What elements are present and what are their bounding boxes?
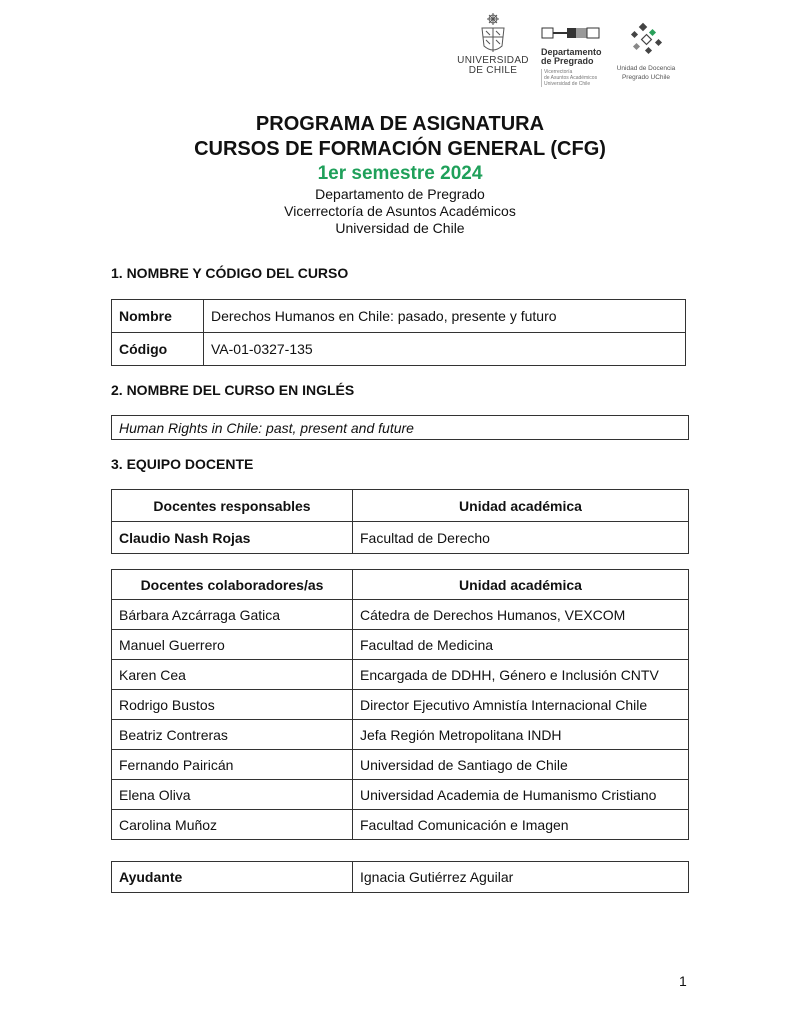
unidad-docencia-line1: Unidad de Docencia	[616, 65, 676, 72]
table-header-row	[112, 570, 689, 600]
departamento-subtitle	[541, 69, 615, 87]
departamento-title	[541, 48, 615, 66]
teacher-name: Bárbara Azcárraga Gatica	[112, 600, 353, 630]
departamento-title-line2: de Pregrado	[541, 56, 594, 66]
page-number: 1	[679, 973, 687, 989]
section-3-heading: 3. EQUIPO DOCENTE	[111, 456, 254, 472]
teaching-assistant-table	[111, 861, 689, 893]
departamento-pregrado-logo	[541, 26, 615, 87]
teacher-name: Carolina Muñoz	[112, 810, 353, 840]
unidad-docencia-line2: Pregrado UChile	[621, 74, 671, 81]
english-name-table	[111, 415, 689, 440]
table-row	[112, 416, 689, 440]
teacher-name: Elena Oliva	[112, 780, 353, 810]
table-row	[112, 660, 689, 690]
departamento-squares-icon	[541, 27, 601, 39]
english-course-name: Human Rights in Chile: past, present and future	[112, 416, 689, 440]
table-row	[112, 600, 689, 630]
academic-unit: Universidad Academia de Humanismo Cristiano	[353, 780, 689, 810]
course-name-code-table	[111, 299, 686, 366]
name-label: Nombre	[112, 300, 204, 333]
departamento-subtitle-line3: Universidad de Chile	[544, 81, 591, 87]
column-header: Unidad académica	[353, 570, 689, 600]
section-2-heading: 2. NOMBRE DEL CURSO EN INGLÉS	[111, 382, 355, 398]
teacher-name: Claudio Nash Rojas	[112, 522, 353, 554]
table-row	[112, 720, 689, 750]
assistant-name: Ignacia Gutiérrez Aguilar	[353, 862, 689, 893]
academic-unit: Director Ejecutivo Amnistía Internacional Chile	[353, 690, 689, 720]
unidad-docencia-mark-icon	[626, 22, 666, 58]
column-header: Docentes responsables	[112, 490, 353, 522]
academic-unit: Facultad de Derecho	[353, 522, 689, 554]
table-row	[112, 810, 689, 840]
departamento-subtitle-line2: de Asuntos Académicos	[544, 75, 598, 81]
universidad-de-chile-logo	[455, 12, 531, 76]
course-name-value: Derechos Humanos en Chile: pasado, presente y futuro	[204, 300, 686, 333]
document-title: PROGRAMA DE ASIGNATURA	[255, 113, 545, 135]
academic-unit: Cátedra de Derechos Humanos, VEXCOM	[353, 600, 689, 630]
header-logos	[455, 12, 695, 92]
code-label: Código	[112, 333, 204, 366]
university-name-line2: DE CHILE	[468, 65, 518, 76]
document-subtitle: CURSOS DE FORMACIÓN GENERAL (CFG)	[194, 138, 606, 160]
university-name: Universidad de Chile	[335, 220, 465, 236]
table-row	[112, 690, 689, 720]
table-row	[112, 300, 686, 333]
table-row	[112, 630, 689, 660]
responsible-teachers-table	[111, 489, 689, 554]
document-title-block	[0, 112, 800, 237]
teacher-name: Karen Cea	[112, 660, 353, 690]
vice-rectory-name: Vicerrectoría de Asuntos Académicos	[284, 203, 516, 219]
assistant-label: Ayudante	[112, 862, 353, 893]
table-row	[112, 750, 689, 780]
academic-unit: Encargada de DDHH, Género e Inclusión CNTV	[353, 660, 689, 690]
academic-unit: Facultad de Medicina	[353, 630, 689, 660]
departamento-title-line1: Departamento	[541, 47, 602, 57]
teacher-name: Fernando Pairicán	[112, 750, 353, 780]
section-1-heading: 1. NOMBRE Y CÓDIGO DEL CURSO	[111, 265, 349, 281]
departamento-subtitle-line1: Vicerrectoría	[544, 69, 573, 75]
teacher-name: Rodrigo Bustos	[112, 690, 353, 720]
department-name: Departamento de Pregrado	[315, 186, 485, 202]
column-header: Unidad académica	[353, 490, 689, 522]
table-row	[112, 862, 689, 893]
semester-label: 1er semestre 2024	[317, 163, 483, 184]
academic-unit: Universidad de Santiago de Chile	[353, 750, 689, 780]
course-code-value: VA-01-0327-135	[204, 333, 686, 366]
collaborating-teachers-table	[111, 569, 689, 840]
teacher-name: Beatriz Contreras	[112, 720, 353, 750]
table-row	[112, 522, 689, 554]
teacher-name: Manuel Guerrero	[112, 630, 353, 660]
university-name-line1: UNIVERSIDAD	[457, 55, 529, 66]
table-row	[112, 333, 686, 366]
academic-unit: Facultad Comunicación e Imagen	[353, 810, 689, 840]
university-seal-icon	[475, 12, 511, 56]
academic-unit: Jefa Región Metropolitana INDH	[353, 720, 689, 750]
table-header-row	[112, 490, 689, 522]
column-header: Docentes colaboradores/as	[112, 570, 353, 600]
unidad-docencia-logo	[615, 22, 677, 81]
table-row	[112, 780, 689, 810]
